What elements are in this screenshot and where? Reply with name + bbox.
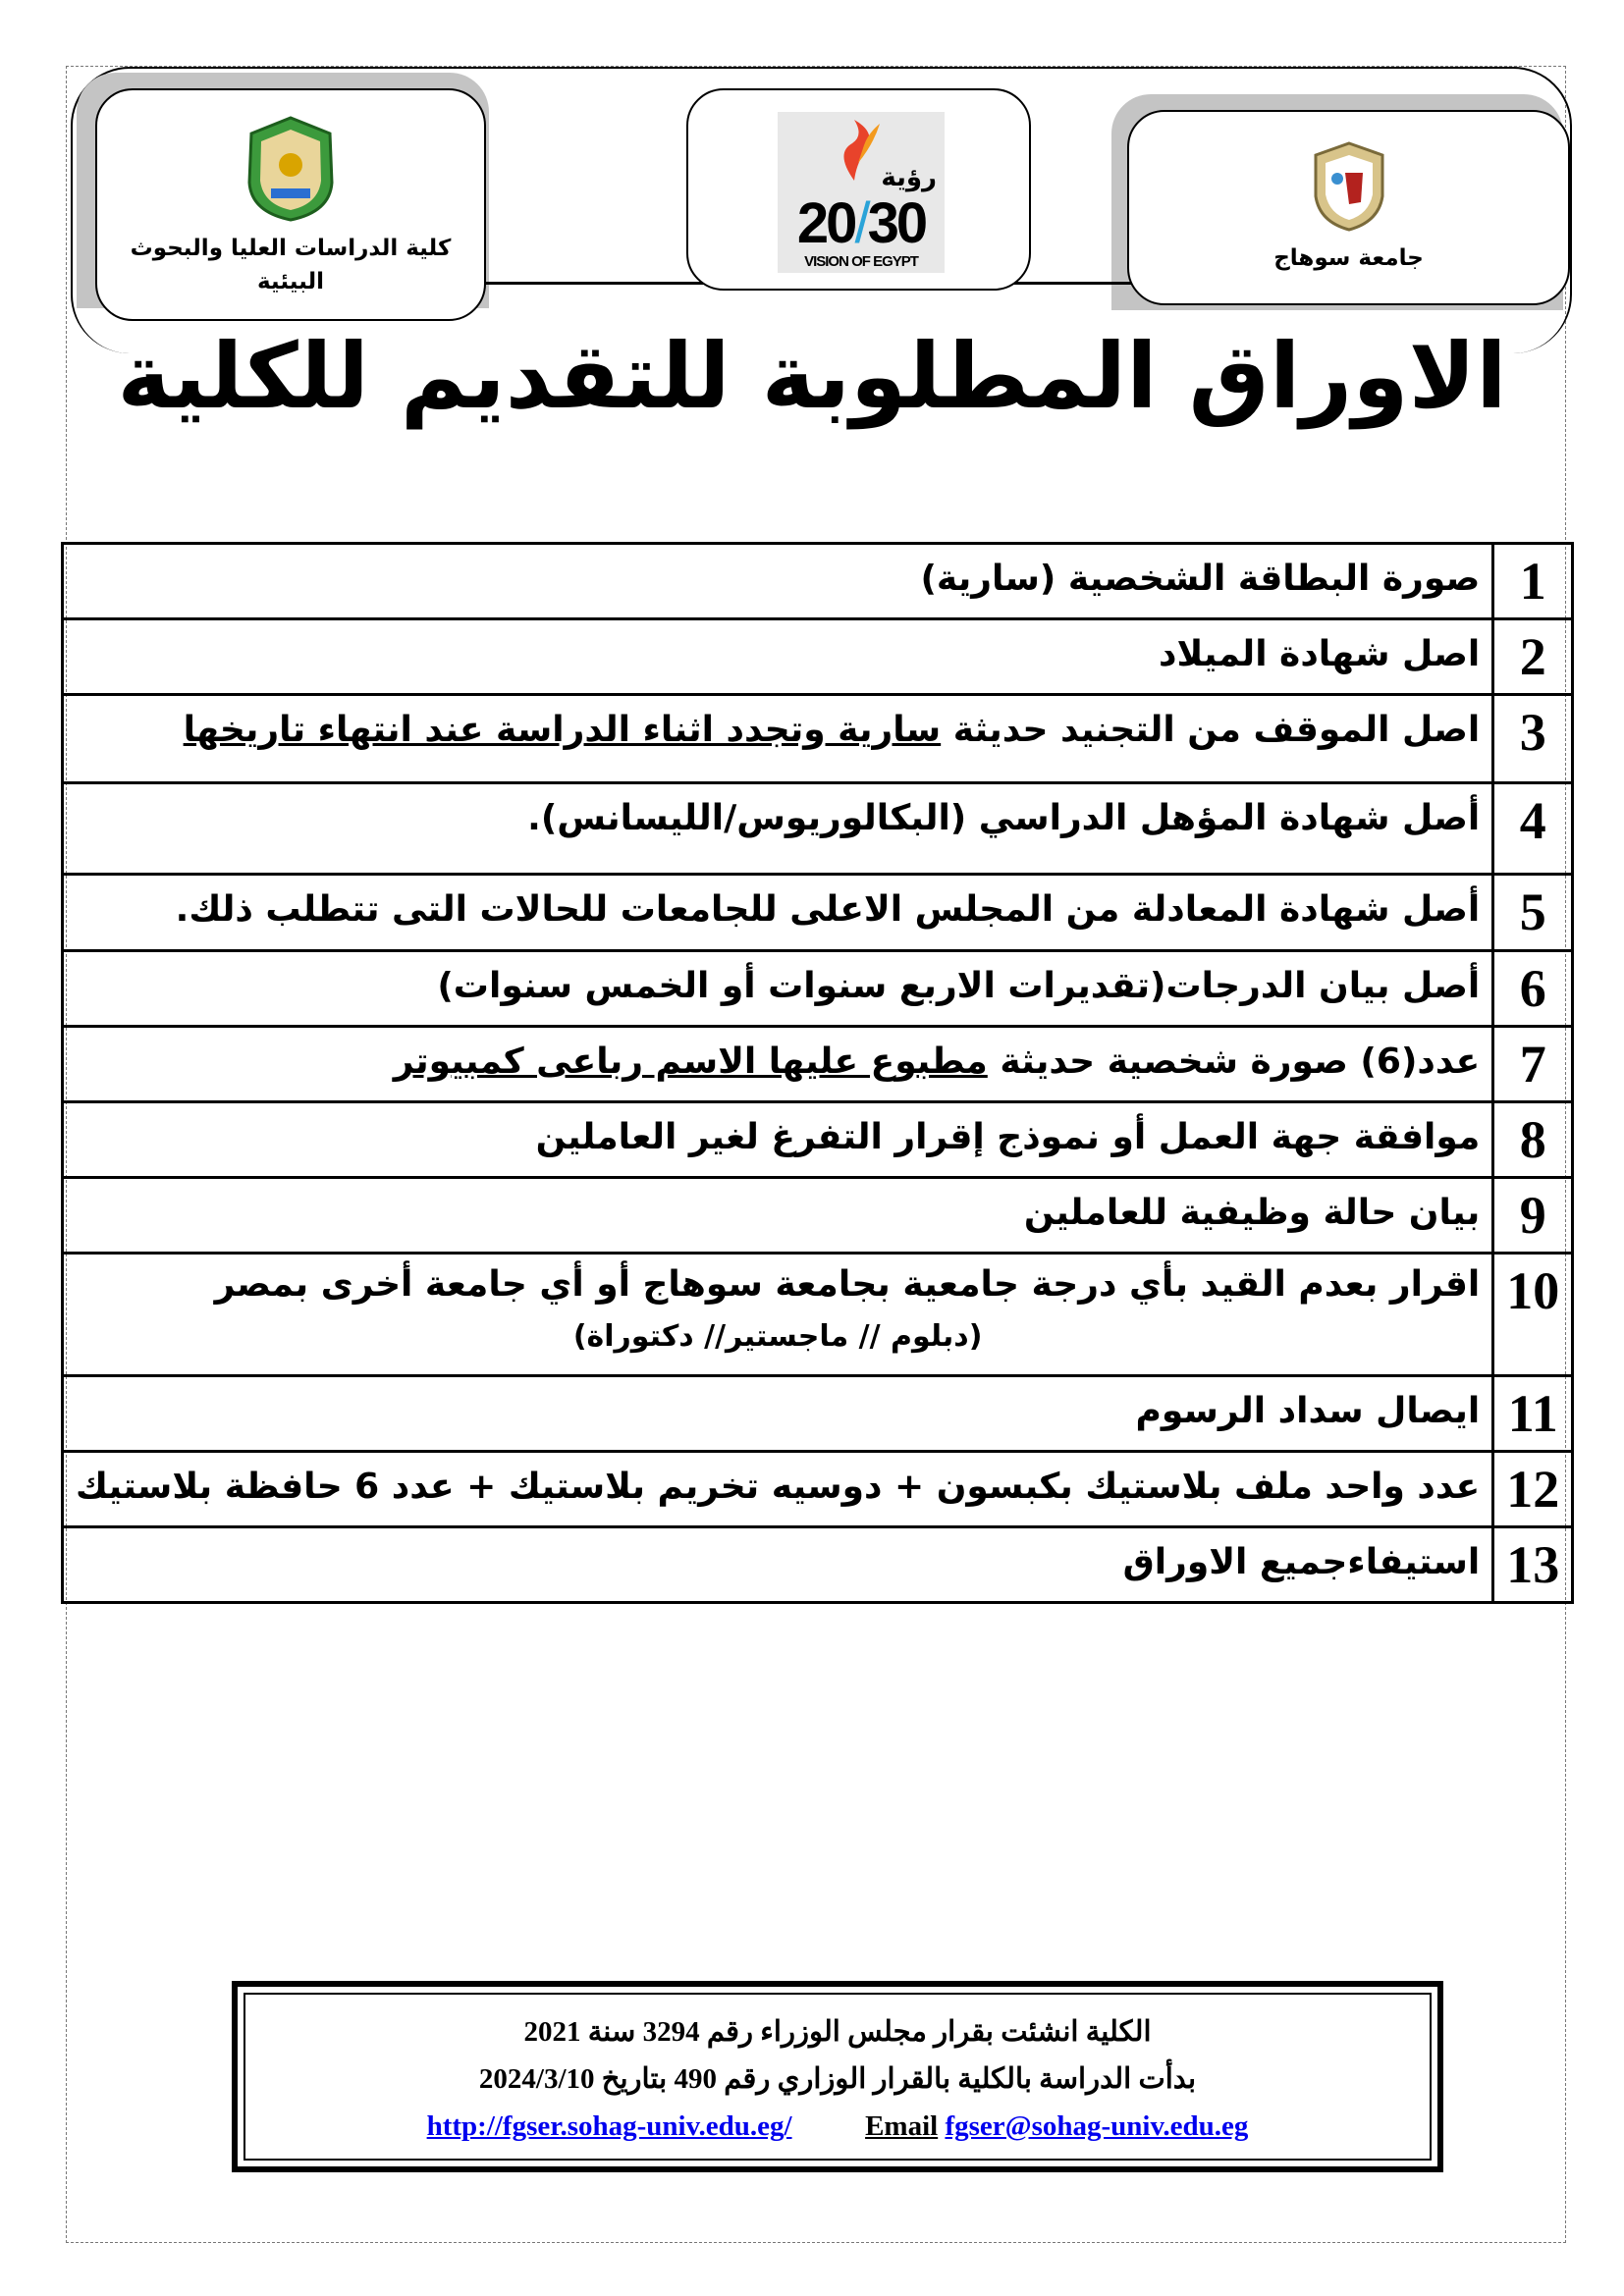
vision-subtitle: VISION OF EGYPT [804, 253, 918, 270]
requirement-underlined-text: سارية وتجدد اثناء الدراسة عند انتهاء تاريخها [183, 710, 942, 750]
requirement-number: 11 [1493, 1376, 1573, 1452]
email-label: Email [865, 2110, 939, 2142]
sohag-university-emblem-icon [1310, 139, 1388, 234]
requirements-table [61, 542, 1574, 1604]
requirement-cell [63, 1254, 1493, 1376]
requirement-text: أصل شهادة المؤهل الدراسي (البكالوريوس/الليسانس). [527, 798, 1481, 838]
requirement-text: موافقة جهة العمل أو نموذج إقرار التفرغ لغير العاملين [535, 1117, 1481, 1157]
faculty-name: كلية الدراسات العليا والبحوث البيئية [130, 236, 452, 294]
requirement-text: عدد(6) صورة شخصية حديثة [987, 1041, 1481, 1082]
requirement-number: 12 [1493, 1452, 1573, 1527]
vision-logo-box [686, 88, 1031, 291]
faculty-emblem-icon [242, 114, 340, 224]
requirement-cell [63, 783, 1493, 875]
requirement-cell [63, 619, 1493, 695]
requirement-cell [63, 951, 1493, 1027]
requirement-number: 13 [1493, 1527, 1573, 1603]
requirement-text: اصل الموقف من التجنيد حديثة [941, 710, 1481, 750]
vision-year-right: 30 [867, 191, 926, 255]
footer-study-start: بدأت الدراسة بالكلية بالقرار الوزاري رقم 490 بتاريخ 2024/3/10 [478, 2063, 1197, 2095]
requirement-number: 1 [1493, 544, 1573, 619]
requirement-cell [63, 1027, 1493, 1102]
requirement-text: اقرار بعدم القيد بأي درجة جامعية بجامعة سوهاج أو أي جامعة أخرى بمصر [214, 1264, 1481, 1305]
vision-year: 20/30 [796, 191, 926, 255]
faculty-logo-box [95, 88, 486, 321]
requirement-row [63, 875, 1573, 951]
egypt-vision-2030-logo [778, 112, 945, 273]
requirement-cell [63, 875, 1493, 951]
requirement-number: 2 [1493, 619, 1573, 695]
requirement-row [63, 695, 1573, 783]
requirement-number: 9 [1493, 1178, 1573, 1254]
email-link[interactable]: fgser@sohag-univ.edu.eg [945, 2110, 1249, 2142]
requirement-row [63, 1027, 1573, 1102]
requirement-row [63, 619, 1573, 695]
requirement-number: 5 [1493, 875, 1573, 951]
requirement-number: 3 [1493, 695, 1573, 783]
requirement-cell [63, 1376, 1493, 1452]
footer-establishment: الكلية انشئت بقرار مجلس الوزراء رقم 3294 سنة 2021 [523, 2016, 1152, 2048]
website-link[interactable]: http://fgser.sohag-univ.edu.eg/ [426, 2110, 792, 2142]
footer-box [232, 1981, 1443, 2172]
requirement-cell [63, 1452, 1493, 1527]
requirement-row [63, 783, 1573, 875]
page-title: الاوراق المطلوبة للتقديم للكلية [117, 324, 1507, 429]
requirement-row [63, 951, 1573, 1027]
requirement-cell [63, 1527, 1493, 1603]
requirement-text: اصل شهادة الميلاد [1159, 634, 1481, 674]
requirement-number: 8 [1493, 1102, 1573, 1178]
requirement-cell [63, 695, 1493, 783]
requirement-text: استيفاءجميع الاوراق [1122, 1542, 1481, 1582]
vision-year-left: 20 [796, 191, 855, 255]
requirement-subtext: (دبلوم // ماجستير// دكتوراة) [572, 1319, 983, 1354]
university-logo-box [1127, 110, 1570, 305]
requirement-cell [63, 1102, 1493, 1178]
university-name: جامعة سوهاج [1273, 245, 1424, 271]
footer-contacts [245, 2103, 1430, 2150]
requirement-row [63, 1376, 1573, 1452]
requirement-number: 6 [1493, 951, 1573, 1027]
vision-flame-icon [825, 114, 884, 183]
requirement-text: بيان حالة وظيفية للعاملين [1023, 1193, 1481, 1233]
requirement-row [63, 1452, 1573, 1527]
vision-arabic: رؤية [881, 163, 937, 192]
requirement-number: 10 [1493, 1254, 1573, 1376]
requirement-row [63, 1102, 1573, 1178]
requirement-text: عدد واحد ملف بلاستيك بكبسون + دوسيه تخريم بلاستيك + عدد 6 حافظة بلاستيك [76, 1467, 1481, 1507]
requirement-text: أصل شهادة المعادلة من المجلس الاعلى للجامعات للحالات التى تتطلب ذلك. [175, 889, 1481, 930]
requirement-underlined-text: مطبوع عليها الاسم رباعى كمبيوتر [393, 1041, 988, 1082]
requirement-text: أصل بيان الدرجات(تقديرات الاربع سنوات أو الخمس سنوات) [437, 966, 1481, 1006]
requirement-text: صورة البطاقة الشخصية (سارية) [920, 559, 1481, 599]
requirement-cell [63, 1178, 1493, 1254]
requirement-row [63, 1178, 1573, 1254]
requirement-cell [63, 544, 1493, 619]
requirement-number: 4 [1493, 783, 1573, 875]
requirement-text: ايصال سداد الرسوم [1135, 1391, 1481, 1431]
requirement-row [63, 1527, 1573, 1603]
footer-inner [244, 1993, 1432, 2161]
requirement-row [63, 544, 1573, 619]
requirement-number: 7 [1493, 1027, 1573, 1102]
requirement-row [63, 1254, 1573, 1376]
